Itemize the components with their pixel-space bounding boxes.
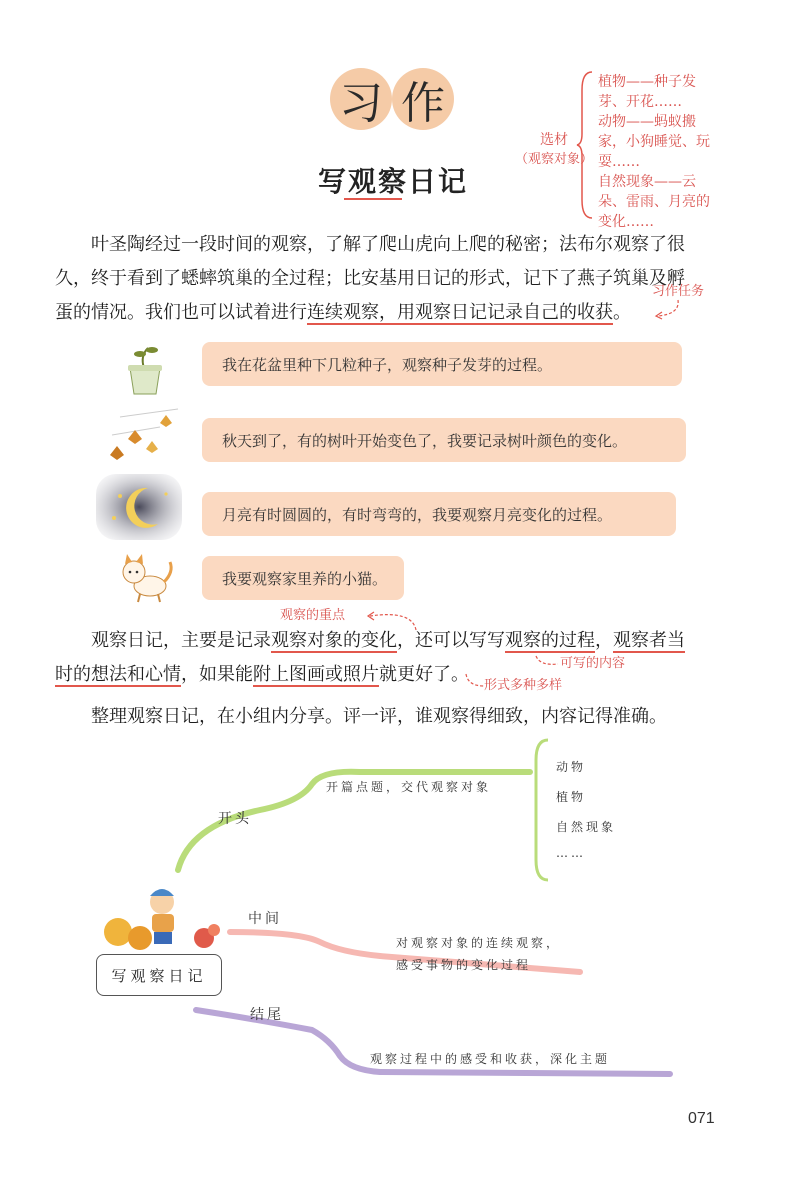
example-bubble-3: 月亮有时圆圆的，有时弯弯的，我要观察月亮变化的过程。 [202,492,676,536]
form-arrow [464,672,486,692]
kitten-icon [116,548,176,606]
branch-end-label: 结尾 [250,1007,284,1023]
subtitle-underline [344,198,402,200]
content-annotation: 可写的内容 [560,656,626,671]
task-underline: 连续观察，用观察日记记录自己的收获 [307,302,613,323]
branch-middle-desc-1: 对观察对象的连续观察， [396,936,562,950]
boy-flowers-illustration [96,882,226,954]
intro-paragraph: 叶圣陶经过一段时间的观察，了解了爬山虎向上爬的秘密；法布尔观察了很 久，终于看到了蟋蟀筑巢的全过程；比安基用日记的形式，记下了燕子筑巢及孵 蛋的情况。我们也可以试着进行连续观察，用观察日记记录自己的收获。 [55,234,685,323]
falling-leaves-icon [100,405,190,467]
side-note-label: 选材 （观察对象） [514,132,593,167]
moon-stars-icon [96,474,182,540]
side-note-brace [576,70,594,220]
form-annotation: 形式多种多样 [484,678,563,693]
branch-middle-label: 中间 [248,911,282,927]
content-arrow [534,654,562,672]
body-paragraph: 观察日记，主要是记录观察对象的变化，还可以写写观察的过程，观察者当 时的想法和心情，如果能附上图画或照片就更好了。 整理观察日记，在小组内分享。评一评，谁观察得细致，内容记得准确。 [55,630,685,727]
branch-open-desc: 开篇点题，交代观察对象 [326,780,492,794]
items-bracket [536,740,548,880]
page-subtitle: 写观察日记 [318,165,469,198]
open-item-etc: …… [556,846,586,860]
task-arrow [648,298,688,322]
title-char-2: 作 [392,68,454,130]
open-item-plant: 植物 [556,790,587,804]
mindmap-center-node [96,954,222,996]
example-bubble-2: 秋天到了，有的树叶开始变色了，我要记录树叶颜色的变化。 [202,418,686,462]
page-number: 071 [688,1110,715,1127]
focus-annotation: 观察的重点 [280,608,346,623]
open-item-animal: 动物 [556,760,587,774]
plant-pot-icon [120,338,170,398]
example-bubble-1: 我在花盆里种下几粒种子，观察种子发芽的过程。 [202,342,682,386]
example-bubble-4: 我要观察家里养的小猫。 [202,556,404,600]
mindmap-center-label: 写观察日记 [111,966,207,985]
task-annotation: 习作任务 [652,284,705,299]
branch-middle-desc-2: 感受事物的变化过程 [396,958,532,972]
side-note-lines: 植物——种子发 芽、开花…… 动物——蚂蚁搬 家，小狗睡觉、玩 耍…… 自然现象——云 朵、雷雨、月亮的 变化…… [598,74,710,230]
branch-open-label: 开头 [218,811,252,827]
branch-end-desc: 观察过程中的感受和收获，深化主题 [370,1052,611,1066]
title-char-1: 习 [330,68,392,130]
open-item-nature: 自然现象 [556,820,617,834]
